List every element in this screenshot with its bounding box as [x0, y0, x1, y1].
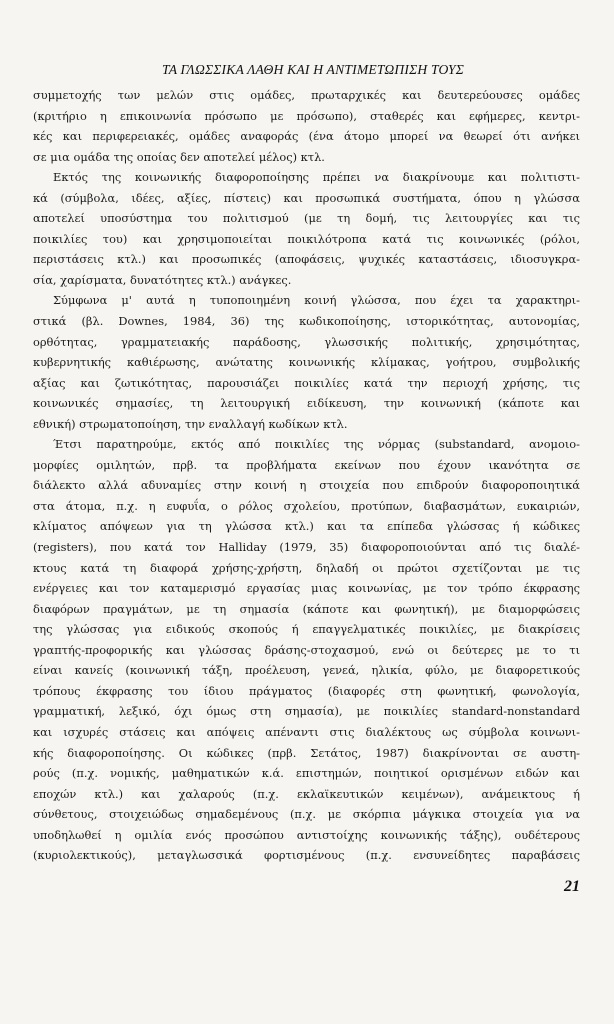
text-line: εποχών κτλ.) και χαλαρούς (π.χ. εκλαϊκευτικών κειμένων), ανάμεικτους ή	[33, 786, 580, 801]
text-line: Εκτός της κοινωνικής διαφοροποίησης πρέπει να διακρίνουμε και πολιτιστι-	[53, 170, 580, 185]
text-line: κοινωνικές σημασίες, τη λειτουργική ειδίκευση, την κοινωνική (κάποτε και	[33, 396, 580, 411]
text-line: διάλεκτο αλλά αδυναμίες στην κοινή η στοιχεία που επιδρούν διαφοροποιητικά	[33, 478, 580, 493]
text-line: γραμματική, λεξικό, όχι όμως στη σημασία), με ποικιλίες standard-nonstandard	[33, 704, 580, 719]
text-line: ποικιλίες του) και χρησιμοποιείται ποικιλότροπα κατά τις κοινωνικές (ρόλοι,	[33, 231, 580, 246]
text-line: Έτσι παρατηρούμε, εκτός από ποικιλίες της νόρμας (substandard, ανομοιο-	[53, 437, 580, 452]
text-line: στικά (βλ. Downes, 1984, 36) της κωδικοποίησης, ιστορικότητας, αυτονομίας,	[33, 314, 580, 329]
body-text	[33, 85, 580, 866]
text-line: γραπτής-προφορικής και γλώσσας δράσης-στοχασμού, ενώ οι δεύτερες με το τι	[33, 642, 580, 657]
text-line: είναι κανείς (κοινωνική τάξη, προέλευση, γενεά, ηλικία, φύλο, με διαφορετικούς	[33, 663, 580, 678]
text-line: σε μια ομάδα της οποίας δεν αποτελεί μέλος) κτλ.	[33, 149, 325, 164]
text-line: της γλώσσας για ειδικούς σκοπούς ή επαγγελματικές ποικιλίες, με διακρίσεις	[33, 622, 580, 637]
running-title: ΤΑ ΓΛΩΣΣΙΚΑ ΛΑΘΗ ΚΑΙ Η ΑΝΤΙΜΕΤΩΠΙΣΗ ΤΟΥΣ	[161, 62, 465, 77]
page-number: 21	[564, 878, 580, 895]
text-line: ενέργειες και τον καταμερισμό εργασίας μιας κοινωνίας, με τον τρόπο έκφρασης	[33, 581, 580, 596]
text-line: περιστάσεις κτλ.) και προσωπικές (αποφάσεις, ψυχικές καταστάσεις, ιδιοσυγκρα-	[33, 252, 580, 267]
text-line: συμμετοχής των μελών στις ομάδες, πρωταρχικές και δευτερεύουσες ομάδες	[33, 88, 580, 102]
text-line: (κυριολεκτικούς), μεταγλωσσικά φορτισμένους (π.χ. ενσυνείδητες παραβάσεις	[33, 848, 580, 863]
text-line: κτους κατά τη διαφορά χρήσης-χρήστη, δηλαδή οι πρώτοι σχετίζονται με τις	[33, 560, 580, 575]
text-line: κές και περιφερειακές, ομάδες αναφοράς (ένα άτομο μπορεί να θεωρεί ότι ανήκει	[33, 129, 580, 144]
text-line: σύνθετους, στοιχειώδως σημαδεμένους (π.χ. με σκόρπια μάγκικα στοιχεία για να	[33, 807, 580, 822]
text-line: ορθότητας, γραμματειακής παράδοσης, γλωσσικής πολιτικής, χρησιμότητας,	[33, 334, 580, 349]
text-line: τρόπους έκφρασης του ίδιου πράγματος (διαφορές στη φωνητική, φωνολογία,	[33, 683, 580, 698]
text-line: κά (σύμβολα, ιδέες, αξίες, πίστεις) και προσωπικά συστήματα, όπου η γλώσσα	[33, 190, 580, 205]
text-line: κυβερνητικής καθιέρωσης, ανώτατης κοινωνικής κλίμακας, γοήτρου, συμβολικής	[33, 355, 580, 370]
text-line: εθνική) στρωματοποίηση, την εναλλαγή κωδίκων κτλ.	[33, 416, 348, 431]
text-line: στα άτομα, π.χ. η ευφυΐα, ο ρόλος σχολείου, προτύπων, διαβασμάτων, ευκαιριών,	[33, 498, 580, 513]
text-line: αξίας και ζωτικότητας, παρουσιάζει ποικιλίες κατά την περιοχή χρήσης, τις	[33, 375, 580, 390]
text-line: μορφίες ομιλητών, πρβ. τα προβλήματα εκείνων που έχουν ικανότητα σε	[33, 457, 580, 472]
text-line: διαφόρων πραγμάτων, με τη σημασία (κάποτε και φωνητική), με διαμορφώσεις	[33, 601, 580, 616]
text-line: σία, χαρίσματα, δυνατότητες κτλ.) ανάγκες.	[33, 272, 292, 287]
text-line: ρούς (π.χ. νομικής, μαθηματικών κ.ά. επιστημών, ποιητικοί ορισμένων ειδών και	[33, 766, 580, 781]
text-line: αποτελεί υποσύστημα του πολιτισμού (με τη δομή, τις λειτουργίες και τις	[33, 211, 580, 226]
text-line: (registers), που κατά τον Halliday (1979, 35) διαφοροποιούνται από τις διαλέ-	[33, 540, 580, 555]
text-line: υποδηλωθεί η ομιλία ενός προσώπου αντιστοίχης κοινωνικής τάξης), ουδέτερους	[33, 827, 580, 842]
text-line: Σύμφωνα μ' αυτά η τυποποιημένη κοινή γλώσσα, που έχει τα χαρακτηρι-	[53, 293, 580, 308]
text-line: (κριτήριο η επικοινωνία πρόσωπο με πρόσωπο), σταθερές και εφήμερες, κεντρι-	[33, 108, 580, 123]
text-line: και ισχυρές στάσεις και απόψεις απέναντι στις διαλέκτους ως σύμβολα κοινωνι-	[33, 724, 580, 739]
text-line: κλίματος απόψεων για τη γλώσσα κτλ.) και τα επίπεδα γλώσσας ή κώδικες	[33, 519, 580, 534]
text-line: κής διαφοροποίησης. Οι κώδικες (πρβ. Σετάτος, 1987) διακρίνονται σε αυστη-	[33, 745, 580, 760]
